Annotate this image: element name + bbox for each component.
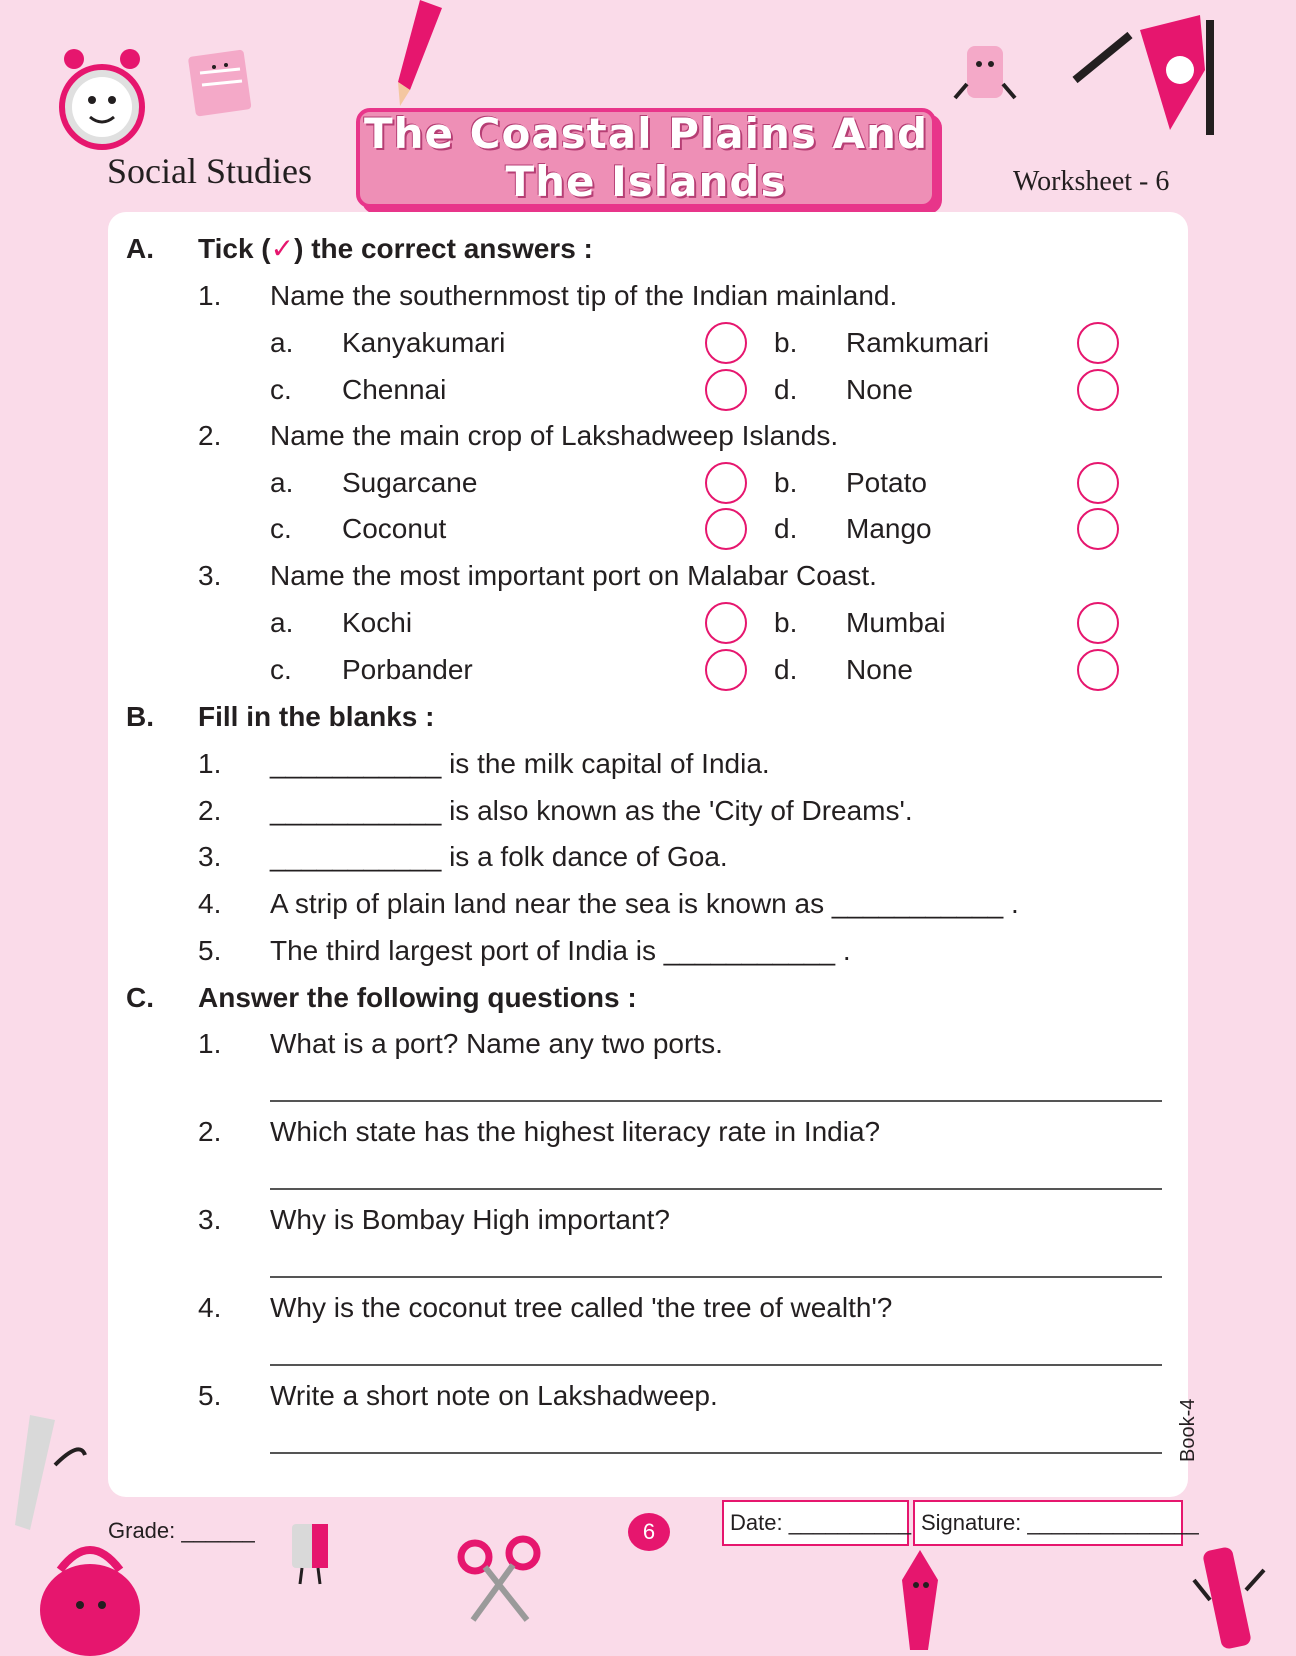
question-text: Name the southernmost tip of the Indian mainland. <box>270 280 898 311</box>
blank-number: 1. <box>198 748 222 779</box>
answer-line[interactable] <box>270 1364 1162 1366</box>
answer-circle[interactable] <box>1077 602 1119 644</box>
blank-item: A strip of plain land near the sea is known as ___________ . <box>270 888 1019 919</box>
grade-field[interactable]: Grade: ______ <box>108 1518 255 1543</box>
question-text: What is a port? Name any two ports. <box>270 1028 723 1059</box>
option-letter: a. <box>270 607 294 638</box>
worksheet-title-banner <box>356 108 936 208</box>
option-text: None <box>846 654 913 685</box>
question-text: Why is Bombay High important? <box>270 1204 670 1235</box>
question-text: Why is the coconut tree called 'the tree of wealth'? <box>270 1292 893 1323</box>
blank-item: The third largest port of India is ___________ . <box>270 935 851 966</box>
answer-circle[interactable] <box>1077 649 1119 691</box>
answer-circle[interactable] <box>705 508 747 550</box>
page-number-badge: 6 <box>628 1513 670 1551</box>
section-a-title-post: ) the correct answers : <box>294 233 593 264</box>
pencil-illustration <box>380 0 450 110</box>
option-letter: d. <box>774 513 798 544</box>
question-number: 1. <box>198 280 222 311</box>
book-label: Book-4 <box>1177 1398 1199 1462</box>
question-number: 3. <box>198 1204 222 1235</box>
question-text: Name the main crop of Lakshadweep Islands. <box>270 420 839 451</box>
answer-line[interactable] <box>270 1452 1162 1454</box>
question-number: 2. <box>198 1116 222 1147</box>
question-text: Write a short note on Lakshadweep. <box>270 1380 718 1411</box>
date-field[interactable] <box>722 1500 912 1546</box>
option-letter: c. <box>270 654 292 685</box>
ruler-character-illustration <box>10 1410 90 1530</box>
blank-item: ___________ is also known as the 'City of Dreams'. <box>270 795 913 826</box>
option-text: Chennai <box>342 374 447 405</box>
option-text: Porbander <box>342 654 473 685</box>
option-text: Mumbai <box>846 607 946 638</box>
blank-number: 4. <box>198 888 222 919</box>
title-line-2: The Islands <box>505 157 787 206</box>
option-letter: b. <box>774 607 798 638</box>
option-letter: b. <box>774 467 798 498</box>
tick-mark-icon: ✓ <box>270 233 295 264</box>
answer-circle[interactable] <box>705 602 747 644</box>
answer-circle[interactable] <box>1077 508 1119 550</box>
blank-number: 2. <box>198 795 222 826</box>
crayon-character-illustration <box>880 1545 960 1655</box>
eraser-character-illustration <box>945 40 1025 120</box>
option-text: Sugarcane <box>342 467 478 498</box>
option-text: Kochi <box>342 607 413 638</box>
option-text: Kanyakumari <box>342 327 506 358</box>
pencil-character-illustration <box>1070 10 1220 140</box>
question-text: Which state has the highest literacy rate in India? <box>270 1116 881 1147</box>
question-number: 2. <box>198 420 222 451</box>
question-number: 3. <box>198 560 222 591</box>
answer-circle[interactable] <box>705 322 747 364</box>
section-b-letter: B. <box>126 701 154 732</box>
option-text: Ramkumari <box>846 327 990 358</box>
scissors-illustration <box>455 1535 545 1625</box>
date-label: Date: __________ <box>730 1510 912 1535</box>
notepad-illustration <box>180 45 260 125</box>
question-text: Name the most important port on Malabar Coast. <box>270 560 877 591</box>
blank-item: ___________ is the milk capital of India. <box>270 748 770 779</box>
option-letter: d. <box>774 654 798 685</box>
subject-label: Social Studies <box>107 151 312 191</box>
signature-label: Signature: ______________ <box>921 1510 1199 1535</box>
answer-circle[interactable] <box>1077 462 1119 504</box>
answer-circle[interactable] <box>705 462 747 504</box>
option-letter: a. <box>270 467 294 498</box>
answer-line[interactable] <box>270 1276 1162 1278</box>
blank-number: 5. <box>198 935 222 966</box>
blank-item: ___________ is a folk dance of Goa. <box>270 841 728 872</box>
alarm-clock-illustration <box>52 45 152 155</box>
option-text: None <box>846 374 913 405</box>
section-a-title <box>198 232 593 266</box>
question-number: 1. <box>198 1028 222 1059</box>
answer-circle[interactable] <box>1077 322 1119 364</box>
section-c-letter: C. <box>126 982 154 1013</box>
sharpener-character-illustration <box>282 1518 342 1588</box>
section-b-title: Fill in the blanks : <box>198 701 435 732</box>
section-a-letter: A. <box>126 233 154 264</box>
signature-field[interactable] <box>913 1500 1199 1546</box>
blank-number: 3. <box>198 841 222 872</box>
option-letter: b. <box>774 327 798 358</box>
option-letter: c. <box>270 374 292 405</box>
option-letter: d. <box>774 374 798 405</box>
option-text: Mango <box>846 513 932 544</box>
answer-circle[interactable] <box>705 649 747 691</box>
option-letter: a. <box>270 327 294 358</box>
section-c-title: Answer the following questions : <box>198 982 637 1013</box>
option-letter: c. <box>270 513 292 544</box>
option-text: Coconut <box>342 513 447 544</box>
answer-line[interactable] <box>270 1100 1162 1102</box>
answer-line[interactable] <box>270 1188 1162 1190</box>
question-number: 5. <box>198 1380 222 1411</box>
question-number: 4. <box>198 1292 222 1323</box>
pen-character-illustration <box>1190 1540 1270 1656</box>
answer-circle[interactable] <box>1077 369 1119 411</box>
answer-circle[interactable] <box>705 369 747 411</box>
worksheet-number: Worksheet - 6 <box>1013 166 1170 197</box>
option-text: Potato <box>846 467 927 498</box>
title-line-1: The Coastal Plains And <box>363 109 929 158</box>
section-a-title-pre: Tick ( <box>198 233 271 264</box>
